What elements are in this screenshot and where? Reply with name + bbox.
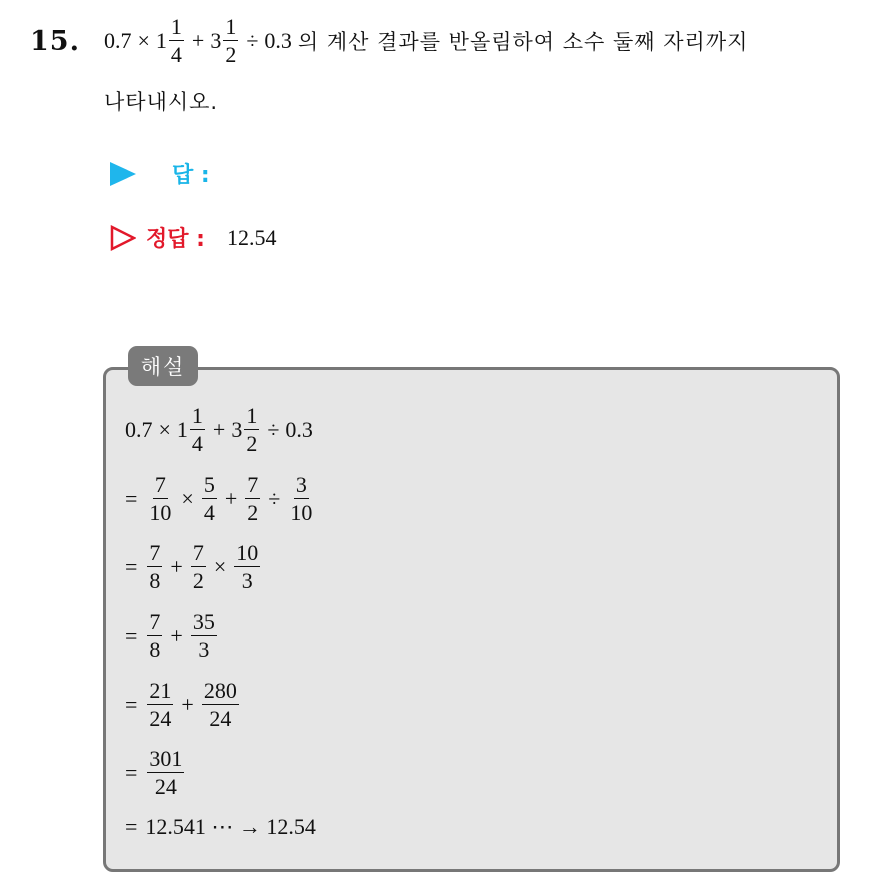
decimal: 0.7 xyxy=(125,417,153,442)
numerator: 7 xyxy=(149,609,161,634)
equals-sign: = xyxy=(125,692,138,717)
denominator: 3 xyxy=(198,637,210,662)
equals-sign: = xyxy=(125,814,138,839)
times-sign: × xyxy=(213,554,227,579)
plus-sign: + xyxy=(170,554,183,579)
numerator: 7 xyxy=(247,472,259,497)
mixed-whole: 1 xyxy=(155,28,167,53)
denominator: 10 xyxy=(149,500,172,525)
numerator: 301 xyxy=(149,746,183,771)
fraction xyxy=(147,542,162,592)
denominator: 3 xyxy=(241,568,253,593)
question-text: 의 계산 결과를 반올림하여 소수 둘째 자리까지 xyxy=(297,30,749,54)
mixed-number-1 xyxy=(156,16,186,66)
numerator: 21 xyxy=(149,678,172,703)
mixed-whole: 3 xyxy=(210,28,222,53)
mixed-number xyxy=(177,405,207,455)
numerator: 1 xyxy=(191,403,203,428)
denominator: 4 xyxy=(203,500,215,525)
denominator: 8 xyxy=(149,568,161,593)
question-number: 15. xyxy=(30,26,80,57)
mixed-number xyxy=(231,405,261,455)
fraction xyxy=(191,542,206,592)
fraction xyxy=(190,405,205,455)
correct-answer-value: 12.54 xyxy=(226,224,277,250)
numerator: 35 xyxy=(192,609,215,634)
numerator: 7 xyxy=(154,472,166,497)
denominator: 2 xyxy=(247,500,259,525)
plus-sign: + xyxy=(170,623,183,648)
numerator: 280 xyxy=(203,678,237,703)
plus-sign: + xyxy=(212,417,226,442)
explanation-step-6 xyxy=(125,748,186,798)
decimal: 0.3 xyxy=(285,417,313,442)
answer-label: 답 : xyxy=(172,163,210,188)
fraction xyxy=(147,474,173,524)
final-result: 12.541 ⋯ → 12.54 xyxy=(145,814,316,839)
fraction xyxy=(191,611,217,661)
denominator: 4 xyxy=(191,431,203,456)
answer-row xyxy=(110,158,210,189)
correct-answer-label: 정답 : xyxy=(146,227,205,252)
fraction xyxy=(244,405,259,455)
fraction xyxy=(245,474,260,524)
denominator: 24 xyxy=(209,706,232,731)
numerator: 1 xyxy=(170,14,182,39)
fraction xyxy=(234,542,260,592)
plus-sign: + xyxy=(191,28,205,53)
fraction xyxy=(147,748,184,798)
explanation-step-3 xyxy=(125,542,262,592)
equals-sign: = xyxy=(125,486,138,511)
times-sign: × xyxy=(137,28,150,53)
fraction xyxy=(169,16,184,66)
explanation-step-4 xyxy=(125,611,219,661)
mixed-whole: 1 xyxy=(176,417,188,442)
fraction xyxy=(202,680,239,730)
mixed-whole: 3 xyxy=(231,417,243,442)
numerator: 7 xyxy=(149,540,161,565)
fraction xyxy=(147,611,162,661)
outline-arrow-icon xyxy=(110,225,136,251)
question-text-line1 xyxy=(104,16,748,66)
plus-sign: + xyxy=(224,486,238,511)
mixed-number-2 xyxy=(210,16,240,66)
numerator: 3 xyxy=(295,472,307,497)
numerator: 1 xyxy=(246,403,258,428)
numerator: 10 xyxy=(236,540,259,565)
fraction xyxy=(202,474,217,524)
denominator: 24 xyxy=(149,706,172,731)
divide-sign: ÷ xyxy=(267,417,280,442)
denominator: 4 xyxy=(170,42,182,67)
equals-sign: = xyxy=(125,554,138,579)
times-sign: × xyxy=(181,486,194,511)
divide-sign: ÷ xyxy=(246,28,259,53)
plus-sign: + xyxy=(181,692,194,717)
explanation-step-2 xyxy=(125,474,316,524)
expr-decimal-b: 0.3 xyxy=(264,28,292,53)
numerator: 7 xyxy=(192,540,204,565)
explanation-step-1 xyxy=(125,405,313,455)
expr-decimal-a: 0.7 xyxy=(104,28,132,53)
fraction xyxy=(147,680,173,730)
question-text-line2: 나타내시오. xyxy=(104,90,219,114)
explanation-step-5 xyxy=(125,680,241,730)
denominator: 2 xyxy=(225,42,237,67)
fraction xyxy=(223,16,238,66)
denominator: 2 xyxy=(246,431,258,456)
denominator: 8 xyxy=(149,637,161,662)
correct-answer-row xyxy=(110,222,276,253)
equals-sign: = xyxy=(125,760,138,785)
equals-sign: = xyxy=(125,623,138,648)
numerator: 5 xyxy=(203,472,215,497)
denominator: 24 xyxy=(154,774,177,799)
explanation-step-7 xyxy=(125,814,316,840)
explanation-tab: 해설 xyxy=(128,346,198,386)
numerator: 1 xyxy=(225,14,237,39)
denominator: 10 xyxy=(290,500,313,525)
denominator: 2 xyxy=(192,568,204,593)
fraction xyxy=(288,474,314,524)
play-arrow-icon xyxy=(110,162,136,186)
divide-sign: ÷ xyxy=(268,486,281,511)
times-sign: × xyxy=(158,417,171,442)
